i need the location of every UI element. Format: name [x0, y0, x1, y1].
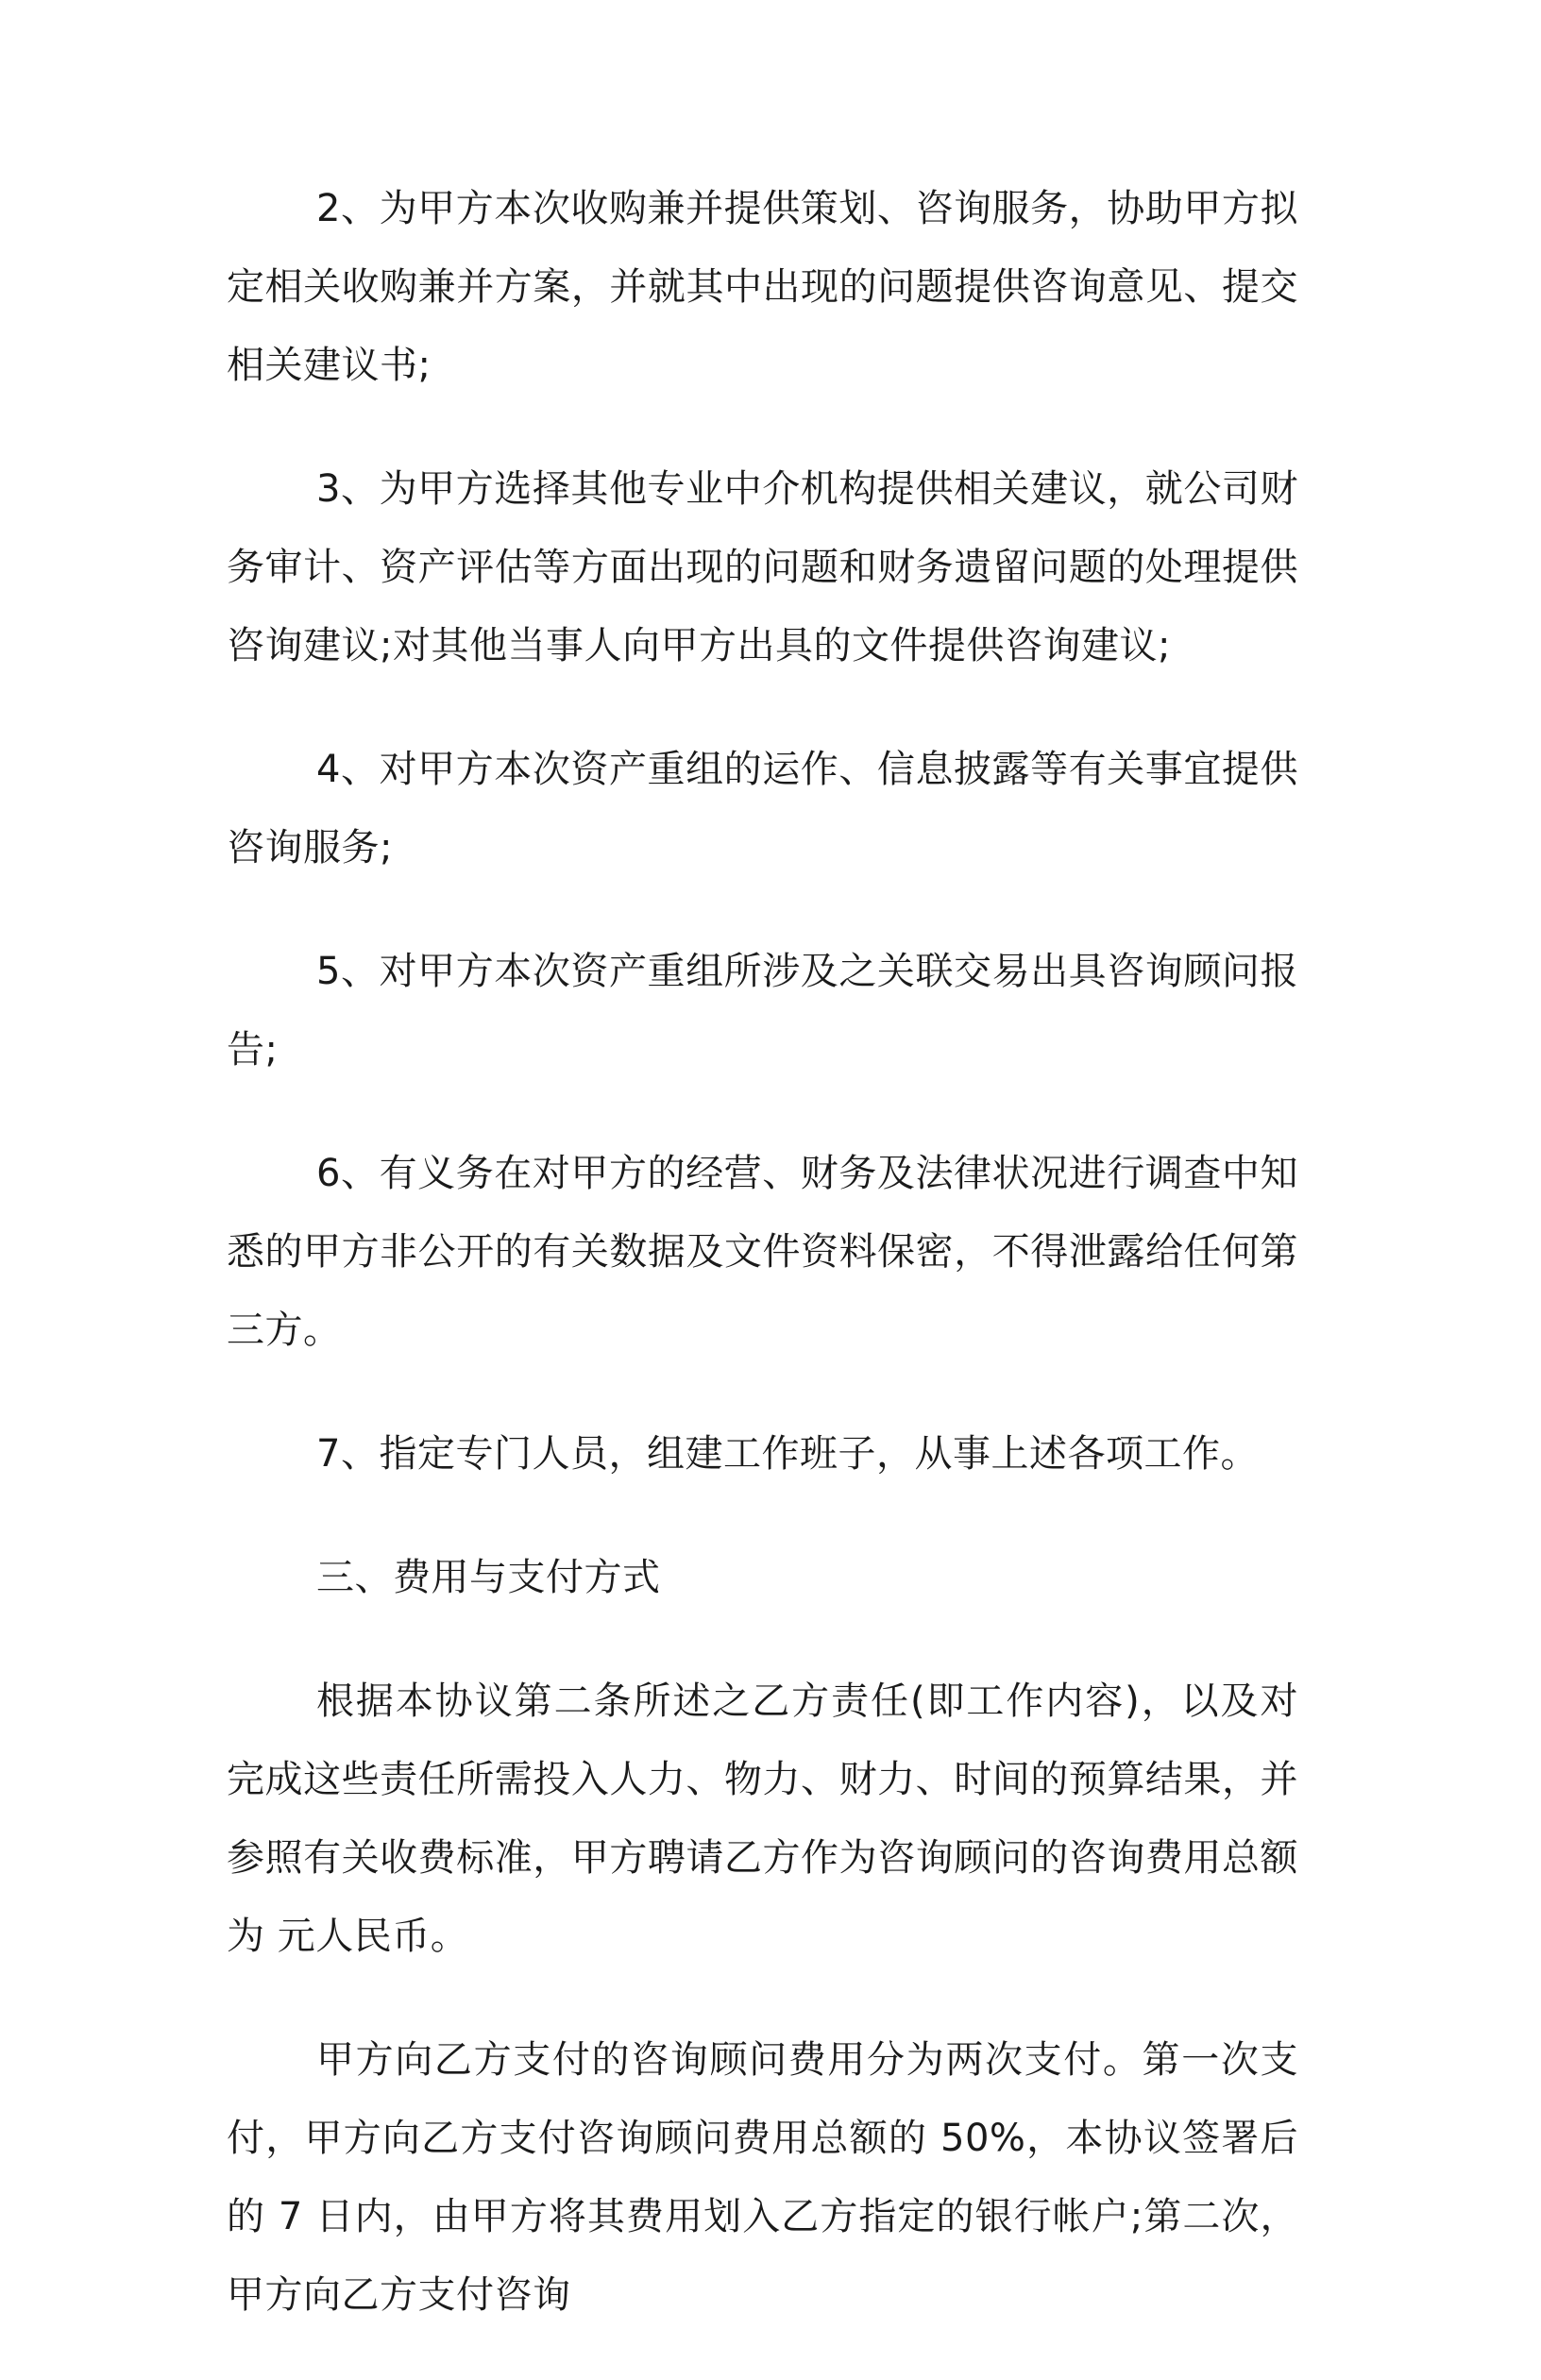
- clause-6: 6、有义务在对甲方的经营、财务及法律状况进行调查中知悉的甲方非公开的有关数据及文件资料保密，不得泄露给任何第三方。: [227, 1152, 1298, 1352]
- clause-3: 3、为甲方选择其他专业中介机构提供相关建议，就公司财务审计、资产评估等方面出现的问题和财务遗留问题的处理提供咨询建议;对其他当事人向甲方出具的文件提供咨询建议;: [227, 467, 1298, 667]
- clause-4: 4、对甲方本次资产重组的运作、信息披露等有关事宜提供咨询服务;: [227, 748, 1298, 869]
- document-body: [227, 170, 1298, 2380]
- payment-paragraph: 甲方向乙方支付的咨询顾问费用分为两次支付。第一次支付，甲方向乙方支付咨询顾问费用总额的 50%，本协议签署后的 7 日内，由甲方将其费用划入乙方指定的银行帐户;第二次，甲方向乙方支付咨询: [227, 2038, 1298, 2317]
- clause-7: 7、指定专门人员，组建工作班子，从事上述各项工作。: [316, 1432, 1259, 1476]
- section-heading: 三、费用与支付方式: [316, 1556, 661, 1599]
- clause-5: 5、对甲方本次资产重组所涉及之关联交易出具咨询顾问报告;: [227, 950, 1298, 1072]
- clause-2: 2、为甲方本次收购兼并提供策划、咨询服务，协助甲方拟定相关收购兼并方案，并就其中出现的问题提供咨询意见、提交相关建议书;: [227, 187, 1298, 387]
- fee-paragraph: 根据本协议第二条所述之乙方责任(即工作内容)，以及对完成这些责任所需投入人力、物力、财力、时间的预算结果，并参照有关收费标准，甲方聘请乙方作为咨询顾问的咨询费用总额为 元人民币。: [227, 1680, 1298, 1958]
